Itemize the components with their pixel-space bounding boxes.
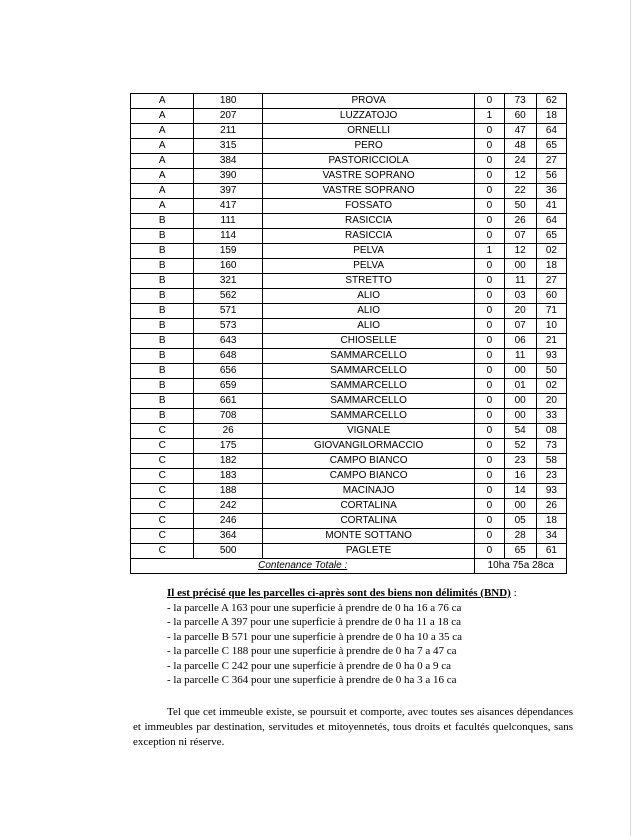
cell-section: B [131,409,194,424]
cell-a: 07 [504,319,536,334]
total-section [131,559,567,574]
cell-a: 00 [504,259,536,274]
table-row [131,109,567,124]
table-row [131,184,567,199]
cell-ha: 0 [475,484,504,499]
cell-number: 321 [194,274,262,289]
cell-ha: 0 [475,139,504,154]
cell-ca: 73 [536,439,566,454]
cell-a: 47 [504,124,536,139]
cell-name: STRETTO [262,274,474,289]
table-row [131,364,567,379]
cell-ha: 0 [475,304,504,319]
cell-ha: 0 [475,334,504,349]
total-value: 10ha 75a 28ca [475,559,567,574]
cell-section: A [131,184,194,199]
cell-name: FOSSATO [262,199,474,214]
cell-ha: 0 [475,184,504,199]
cell-ha: 0 [475,394,504,409]
cell-a: 65 [504,544,536,559]
cell-ca: 64 [536,214,566,229]
cell-number: 211 [194,124,262,139]
cell-name: SAMMARCELLO [262,409,474,424]
cell-section: C [131,484,194,499]
cell-section: A [131,109,194,124]
cell-ca: 18 [536,259,566,274]
cell-number: 111 [194,214,262,229]
parcels-table [130,93,567,574]
cell-a: 16 [504,469,536,484]
cell-ca: 10 [536,319,566,334]
cell-name: RASICCIA [262,229,474,244]
cell-section: A [131,139,194,154]
cell-name: PROVA [262,94,474,109]
cell-ca: 20 [536,394,566,409]
cell-name: CAMPO BIANCO [262,469,474,484]
cell-number: 114 [194,229,262,244]
table-row [131,499,567,514]
cell-ca: 18 [536,514,566,529]
cell-a: 20 [504,304,536,319]
cell-a: 11 [504,274,536,289]
table-row [131,439,567,454]
cell-a: 50 [504,199,536,214]
table-row [131,124,567,139]
cell-a: 23 [504,454,536,469]
cell-ca: 93 [536,484,566,499]
cell-a: 00 [504,409,536,424]
table-row [131,274,567,289]
cell-name: ORNELLI [262,124,474,139]
cell-ca: 60 [536,289,566,304]
cell-ha: 0 [475,154,504,169]
cell-number: 390 [194,169,262,184]
cell-ca: 36 [536,184,566,199]
cell-a: 48 [504,139,536,154]
cell-section: B [131,289,194,304]
notice-title-suffix: : [510,587,517,599]
cell-section: C [131,514,194,529]
cell-section: B [131,274,194,289]
cell-name: PELVA [262,259,474,274]
cell-number: 661 [194,394,262,409]
cell-section: B [131,394,194,409]
bnd-notice [167,586,587,688]
table-row [131,379,567,394]
cell-a: 22 [504,184,536,199]
cell-ca: 93 [536,349,566,364]
cell-section: A [131,154,194,169]
cell-ha: 0 [475,514,504,529]
cell-ha: 0 [475,214,504,229]
cell-a: 52 [504,439,536,454]
table-row [131,454,567,469]
cell-ca: 71 [536,304,566,319]
cell-section: C [131,439,194,454]
cell-number: 562 [194,289,262,304]
cell-a: 12 [504,169,536,184]
cell-ha: 0 [475,529,504,544]
cell-number: 500 [194,544,262,559]
cell-a: 05 [504,514,536,529]
cell-number: 188 [194,484,262,499]
cell-name: MONTE SOTTANO [262,529,474,544]
cell-number: 656 [194,364,262,379]
cell-name: MACINAJO [262,484,474,499]
cell-section: A [131,94,194,109]
cell-number: 643 [194,334,262,349]
cell-ha: 0 [475,379,504,394]
cell-a: 12 [504,244,536,259]
notice-heading [167,586,587,601]
cell-ca: 61 [536,544,566,559]
cell-ca: 33 [536,409,566,424]
cell-name: PASTORICCIOLA [262,154,474,169]
cell-a: 54 [504,424,536,439]
cell-name: GIOVANGILORMACCIO [262,439,474,454]
cell-name: SAMMARCELLO [262,364,474,379]
cell-ha: 0 [475,259,504,274]
cell-ca: 18 [536,109,566,124]
cell-a: 60 [504,109,536,124]
cell-ha: 0 [475,469,504,484]
cell-ha: 0 [475,364,504,379]
cell-name: CHIOSELLE [262,334,474,349]
cell-a: 07 [504,229,536,244]
cell-name: CORTALINA [262,514,474,529]
cell-a: 11 [504,349,536,364]
cell-number: 183 [194,469,262,484]
cell-name: PERO [262,139,474,154]
cell-section: C [131,529,194,544]
cell-ha: 0 [475,289,504,304]
cell-name: LUZZATOJO [262,109,474,124]
cell-a: 24 [504,154,536,169]
table-row [131,214,567,229]
cell-a: 03 [504,289,536,304]
cell-name: SAMMARCELLO [262,394,474,409]
table-row [131,514,567,529]
table-row [131,544,567,559]
table-row [131,139,567,154]
cell-number: 659 [194,379,262,394]
cell-ca: 41 [536,199,566,214]
cell-a: 00 [504,394,536,409]
table-row [131,394,567,409]
cell-ha: 0 [475,94,504,109]
cell-section: A [131,199,194,214]
cell-ha: 0 [475,424,504,439]
table-row [131,349,567,364]
cell-ca: 27 [536,154,566,169]
cell-ca: 26 [536,499,566,514]
cell-number: 364 [194,529,262,544]
notice-item: - la parcelle C 242 pour une superficie à prendre de 0 ha 0 a 9 ca [167,659,452,672]
page-edge [630,0,631,836]
cell-number: 180 [194,94,262,109]
table-row [131,304,567,319]
cell-section: B [131,334,194,349]
parcels-table-body [131,94,567,559]
cell-a: 00 [504,364,536,379]
cell-ca: 21 [536,334,566,349]
cell-name: SAMMARCELLO [262,379,474,394]
cell-section: B [131,304,194,319]
cell-number: 573 [194,319,262,334]
notice-item: - la parcelle A 163 pour une superficie à prendre de 0 ha 16 a 76 ca [167,601,462,614]
cell-section: B [131,214,194,229]
cell-ca: 65 [536,139,566,154]
table-row [131,229,567,244]
cell-section: B [131,379,194,394]
cell-ha: 1 [475,109,504,124]
cell-number: 397 [194,184,262,199]
cell-a: 14 [504,484,536,499]
table-row [131,259,567,274]
table-row [131,199,567,214]
cell-name: ALIO [262,319,474,334]
cell-ca: 08 [536,424,566,439]
table-row [131,484,567,499]
cell-name: CAMPO BIANCO [262,454,474,469]
cell-a: 00 [504,499,536,514]
cell-section: C [131,469,194,484]
cell-ca: 50 [536,364,566,379]
cell-ca: 02 [536,244,566,259]
notice-item: - la parcelle C 188 pour une superficie à prendre de 0 ha 7 a 47 ca [167,645,457,657]
cell-ca: 02 [536,379,566,394]
cell-number: 417 [194,199,262,214]
cell-name: RASICCIA [262,214,474,229]
cell-number: 648 [194,349,262,364]
cell-ca: 23 [536,469,566,484]
cell-section: C [131,499,194,514]
cell-number: 571 [194,304,262,319]
notice-item: - la parcelle B 571 pour une superficie à prendre de 0 ha 10 a 35 ca [167,630,463,643]
closing-text: Tel que cet immeuble existe, se poursuit et comporte, avec toutes ses aisances dépendances et immeubles par destination, servitudes et mitoyennetés, tous droits et facultés quelconques, sans exception ni réserve. [133,706,573,748]
cell-section: B [131,244,194,259]
cell-ca: 62 [536,94,566,109]
notice-list [167,601,587,688]
cell-ha: 0 [475,544,504,559]
cell-ha: 0 [475,229,504,244]
total-label: Contenance Totale : [131,559,475,574]
total-row [131,559,567,574]
cell-name: ALIO [262,304,474,319]
notice-item: - la parcelle A 397 pour une superficie à prendre de 0 ha 11 a 18 ca [167,616,462,628]
cell-ca: 64 [536,124,566,139]
cell-number: 159 [194,244,262,259]
cell-ha: 0 [475,409,504,424]
cell-number: 384 [194,154,262,169]
cell-name: ALIO [262,289,474,304]
table-row [131,529,567,544]
cell-section: B [131,259,194,274]
cell-a: 01 [504,379,536,394]
closing-paragraph [133,705,573,750]
cell-section: A [131,169,194,184]
cell-ha: 0 [475,274,504,289]
cell-section: C [131,544,194,559]
cell-number: 26 [194,424,262,439]
table-row [131,424,567,439]
cell-ha: 1 [475,244,504,259]
cell-ha: 0 [475,349,504,364]
cell-number: 242 [194,499,262,514]
notice-title: Il est précisé que les parcelles ci-après sont des biens non délimités (BND) [167,587,511,599]
cell-ha: 0 [475,454,504,469]
cell-ca: 27 [536,274,566,289]
cell-number: 315 [194,139,262,154]
table-row [131,319,567,334]
cell-name: VIGNALE [262,424,474,439]
table-row [131,244,567,259]
cell-ha: 0 [475,199,504,214]
cell-a: 06 [504,334,536,349]
cell-ha: 0 [475,499,504,514]
cell-section: C [131,424,194,439]
table-row [131,94,567,109]
cell-section: B [131,349,194,364]
cell-name: SAMMARCELLO [262,349,474,364]
cell-a: 28 [504,529,536,544]
cell-name: VASTRE SOPRANO [262,169,474,184]
cell-section: B [131,229,194,244]
table-row [131,334,567,349]
cell-ca: 58 [536,454,566,469]
table-row [131,469,567,484]
cell-name: VASTRE SOPRANO [262,184,474,199]
cell-a: 73 [504,94,536,109]
cell-ca: 65 [536,229,566,244]
cell-number: 182 [194,454,262,469]
table-row [131,169,567,184]
cell-name: CORTALINA [262,499,474,514]
cell-section: B [131,319,194,334]
cell-number: 160 [194,259,262,274]
cell-name: PELVA [262,244,474,259]
table-row [131,409,567,424]
notice-item: - la parcelle C 364 pour une superficie à prendre de 0 ha 3 a 16 ca [167,674,457,686]
cell-ha: 0 [475,169,504,184]
cell-section: C [131,454,194,469]
cell-number: 246 [194,514,262,529]
cell-number: 708 [194,409,262,424]
cell-a: 26 [504,214,536,229]
cell-ha: 0 [475,319,504,334]
table-row [131,289,567,304]
cell-number: 175 [194,439,262,454]
cell-ha: 0 [475,124,504,139]
cell-number: 207 [194,109,262,124]
cell-section: A [131,124,194,139]
cell-ha: 0 [475,439,504,454]
cell-section: B [131,364,194,379]
table-row [131,154,567,169]
cell-ca: 34 [536,529,566,544]
cell-name: PAGLETE [262,544,474,559]
cell-ca: 56 [536,169,566,184]
